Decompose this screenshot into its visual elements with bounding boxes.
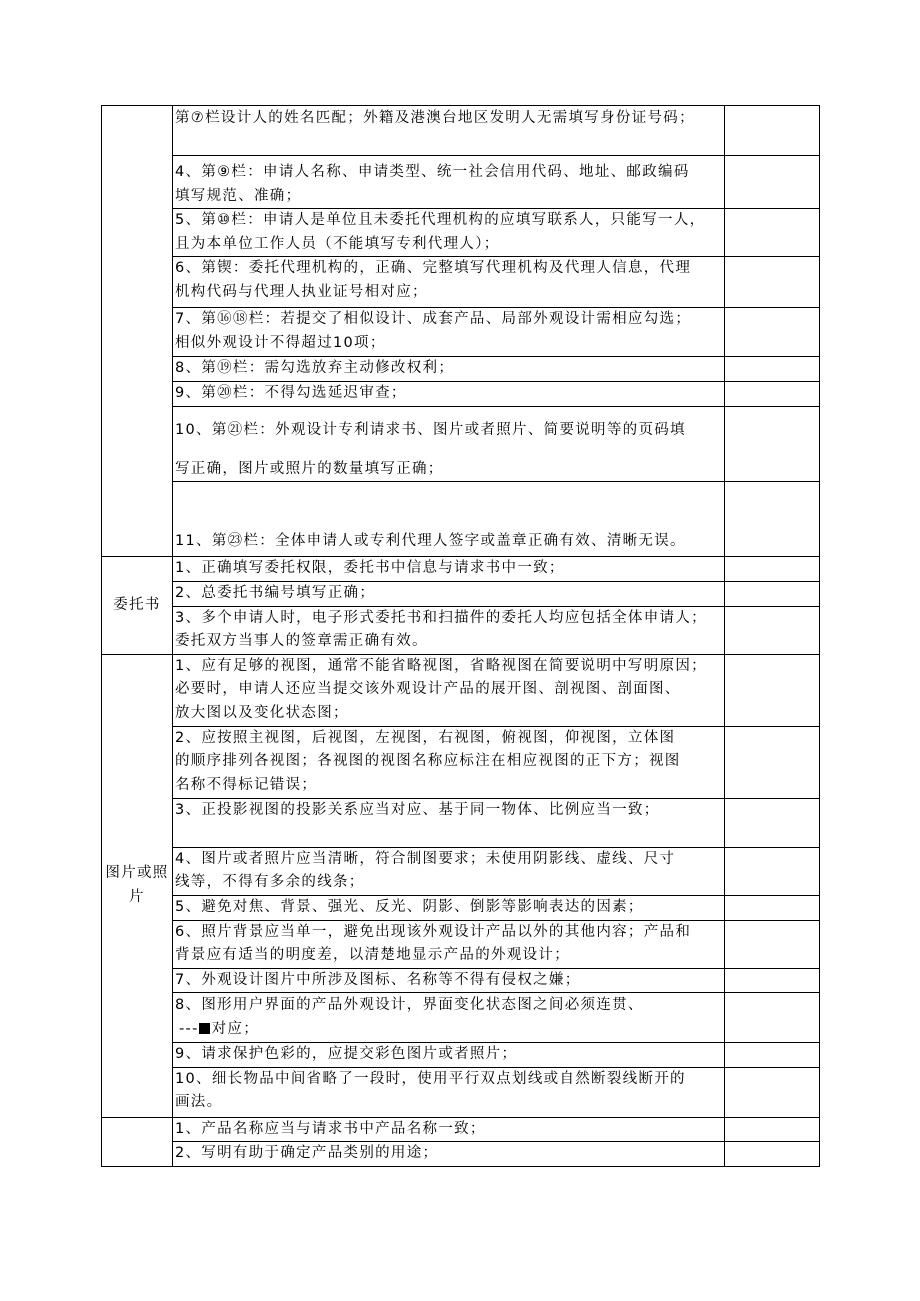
check-item: 2、写明有助于确定产品类别的用途；	[173, 1142, 725, 1167]
check-result-cell[interactable]	[725, 726, 820, 798]
check-result-cell[interactable]	[725, 606, 820, 654]
check-item: 2、总委托书编号填写正确；	[173, 582, 725, 607]
check-result-cell[interactable]	[725, 257, 820, 308]
check-result-cell[interactable]	[725, 1142, 820, 1167]
check-result-cell[interactable]	[725, 209, 820, 257]
check-item: 3、多个申请人时，电子形式委托书和扫描件的委托人均应包括全体申请人； 委托双方当事人的签章需正确有效。	[173, 606, 725, 654]
check-item: 4、第⑨栏：申请人名称、申请类型、统一社会信用代码、地址、邮政编码 填写规范、准确；	[173, 156, 725, 209]
check-item: 10、细长物品中间省略了一段时，使用平行双点划线或自然断裂线断开的 画法。	[173, 1067, 725, 1117]
check-item: 2、应按照主视图，后视图，左视图，右视图，俯视图，仰视图，立体图 的顺序排列各视图；各视图的视图名称应标注在相应视图的正下方；视图 名称不得标记错误；	[173, 726, 725, 798]
check-result-cell[interactable]	[725, 382, 820, 407]
check-result-cell[interactable]	[725, 357, 820, 382]
check-item: 8、图形用户界面的产品外观设计，界面变化状态图之间必须连贯、 --- 对应；	[173, 993, 725, 1043]
check-item: 7、第⑯⑱栏：若提交了相似设计、成套产品、局部外观设计需相应勾选； 相似外观设计不得超过10项；	[173, 308, 725, 357]
check-result-cell[interactable]	[725, 106, 820, 156]
check-result-cell[interactable]	[725, 798, 820, 847]
check-item: 1、产品名称应当与请求书中产品名称一致；	[173, 1117, 725, 1142]
check-result-cell[interactable]	[725, 156, 820, 209]
check-result-cell[interactable]	[725, 654, 820, 726]
check-result-cell[interactable]	[725, 407, 820, 482]
filled-square-icon	[199, 1023, 210, 1034]
check-item: 5、第⑩栏：申请人是单位且未委托代理机构的应填写联系人，只能写一人， 且为本单位工作人员（不能填写专利代理人）；	[173, 209, 725, 257]
check-result-cell[interactable]	[725, 582, 820, 607]
check-item: 11、第㉓栏：全体申请人或专利代理人签字或盖章正确有效、清晰无误。	[173, 482, 725, 557]
check-item: 5、避免对焦、背景、强光、反光、阴影、倒影等影响表达的因素；	[173, 895, 725, 920]
check-item: 9、第⑳栏：不得勾选延迟审查；	[173, 382, 725, 407]
checklist-table	[101, 105, 820, 1167]
check-result-cell[interactable]	[725, 920, 820, 968]
check-result-cell[interactable]	[725, 847, 820, 895]
check-item: 1、正确填写委托权限，委托书中信息与请求书中一致；	[173, 557, 725, 582]
check-item: 1、应有足够的视图，通常不能省略视图，省略视图在简要说明中写明原因； 必要时，申请人还应当提交该外观设计产品的展开图、剖视图、剖面图、 放大图以及变化状态图；	[173, 654, 725, 726]
check-result-cell[interactable]	[725, 1043, 820, 1068]
check-item: 3、正投影视图的投影关系应当对应、基于同一物体、比例应当一致；	[173, 798, 725, 847]
check-result-cell[interactable]	[725, 895, 820, 920]
category-cell-brief-description	[102, 1117, 173, 1167]
check-result-cell[interactable]	[725, 968, 820, 993]
check-item: 6、第锲：委托代理机构的，正确、完整填写代理机构及代理人信息，代理 机构代码与代理人执业证号相对应；	[173, 257, 725, 308]
check-item: 8、第⑲栏：需勾选放弃主动修改权利；	[173, 357, 725, 382]
check-item: 第⑦栏设计人的姓名匹配；外籍及港澳台地区发明人无需填写身份证号码；	[173, 106, 725, 156]
check-item: 6、照片背景应当单一，避免出现该外观设计产品以外的其他内容；产品和 背景应有适当的明度差，以清楚地显示产品的外观设计；	[173, 920, 725, 968]
check-item: 9、请求保护色彩的，应提交彩色图片或者照片；	[173, 1043, 725, 1068]
check-result-cell[interactable]	[725, 308, 820, 357]
check-item: 10、第㉑栏：外观设计专利请求书、图片或者照片、简要说明等的页码填 写正确，图片或照片的数量填写正确；	[173, 407, 725, 482]
check-item: 7、外观设计图片中所涉及图标、名称等不得有侵权之嫌；	[173, 968, 725, 993]
check-item: 4、图片或者照片应当清晰，符合制图要求；未使用阴影线、虚线、尺寸 线等，不得有多余的线条；	[173, 847, 725, 895]
check-result-cell[interactable]	[725, 1067, 820, 1117]
category-cell-top	[102, 106, 173, 557]
check-result-cell[interactable]	[725, 1117, 820, 1142]
check-result-cell[interactable]	[725, 557, 820, 582]
check-result-cell[interactable]	[725, 993, 820, 1043]
category-cell-power-of-attorney: 委托书	[102, 557, 173, 655]
check-result-cell[interactable]	[725, 482, 820, 557]
category-cell-images: 图片或照片	[102, 654, 173, 1117]
